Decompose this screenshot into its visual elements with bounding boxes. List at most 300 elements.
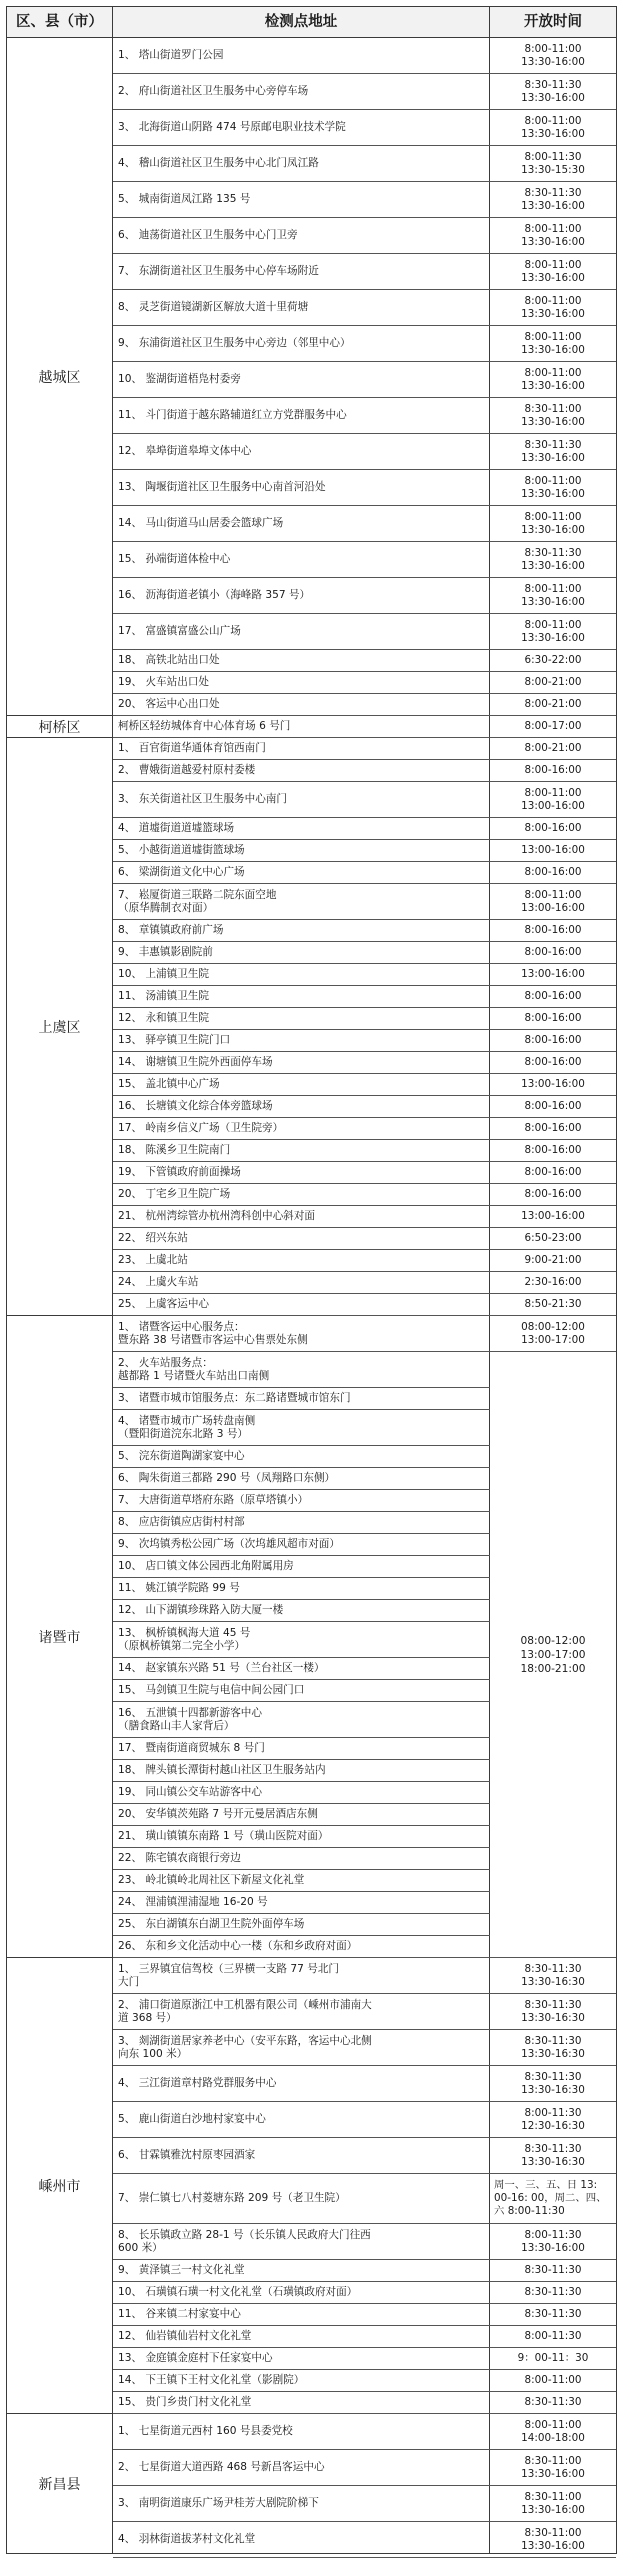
site-location (113, 738, 489, 759)
site-hours (490, 470, 616, 505)
table-row (113, 782, 616, 818)
table-row (113, 672, 616, 694)
site-location-line: 16、 沥海街道老镇小（海峰路 357 号） (118, 589, 311, 601)
site-location-line: （原枫桥镇第二完全小学） (118, 1639, 246, 1652)
table-row (113, 74, 616, 110)
site-location (113, 2304, 489, 2325)
site-location-line: 8、 灵芝街道镜湖新区解放大道十里荷塘 (118, 301, 309, 313)
site-hours-line: 8:00-16:00 (524, 1012, 582, 1024)
table-row (113, 760, 616, 782)
site-location-line: 1、 百官街道华通体育馆西南门 (118, 742, 266, 754)
site-hours (490, 362, 616, 397)
site-location-line: 15、 马剑镇卫生院与电信中间公园门口 (118, 1684, 305, 1696)
site-location (113, 2414, 489, 2449)
site-location-line: 17、 暨南街道商贸城东 8 号门 (118, 1742, 265, 1754)
site-hours (490, 2030, 616, 2065)
site-location (113, 1826, 489, 1847)
site-hours-line: 14:00-18:00 (521, 2431, 585, 2444)
site-location-line: 21、 杭州湾综管办杭州湾科创中心斜对面 (118, 1210, 315, 1222)
site-location-line: 7、 东湖街道社区卫生服务中心停车场附近 (118, 265, 319, 277)
site-location-line: （暨阳街道浣东北路 3 号） (118, 1427, 249, 1440)
site-location-line: 大门 (118, 1975, 140, 1988)
site-location (113, 1468, 489, 1489)
site-location-line: 柯桥区轻纺城体育中心体育场 6 号门 (118, 720, 291, 732)
table-row (113, 506, 616, 542)
table-row (113, 2450, 616, 2486)
site-location-line: 24、 上虞火车站 (118, 1276, 199, 1288)
site-hours-line: 13:00-16:00 (521, 968, 585, 980)
site-location (113, 1118, 489, 1139)
site-location (113, 254, 489, 289)
table-row (113, 362, 616, 398)
site-hours (490, 434, 616, 469)
site-location-line: 4、 稽山街道社区卫生服务中心北门凤江路 (118, 157, 319, 169)
site-location-line: 5、 鹿山街道白沙地村家宴中心 (118, 2113, 266, 2125)
site-hours (490, 782, 616, 817)
site-hours-line: 8:00-21:00 (524, 742, 582, 754)
site-hours-line: 8:00-16:00 (524, 990, 582, 1002)
site-location-line: 越都路 1 号诸暨火车站出口南侧 (118, 1369, 270, 1382)
site-hours-line: 8:30-11:30 (524, 546, 582, 559)
site-hours-line: 8:00-11:00 (524, 330, 582, 343)
site-location-line: 14、 马山街道马山居委会篮球广场 (118, 517, 284, 529)
site-location-line: 3、 东关街道社区卫生服务中心南门 (118, 793, 288, 805)
site-hours-line: 13:30-16:00 (521, 595, 585, 608)
site-hours-line: 13:30-16:30 (521, 2155, 585, 2168)
site-location-line: 3、 诸暨市城市馆服务点：东二路诸暨城市馆东门 (118, 1392, 351, 1404)
site-hours-line: 13:30-16:00 (521, 307, 585, 320)
site-hours-line: 8:30-11:00 (524, 402, 582, 415)
site-location (113, 1556, 489, 1577)
site-hours-line: 8:00-16:00 (524, 1122, 582, 1134)
site-hours-line: 8:30-11:00 (524, 2454, 582, 2467)
table-row (113, 818, 616, 840)
table-row (113, 2066, 616, 2102)
site-hours-line: 13:30-16:00 (521, 379, 585, 392)
site-hours-line: 13:30-16:00 (521, 199, 585, 212)
table-row (113, 1008, 616, 1030)
site-location-line: 5、 浣东街道陶湖家宴中心 (118, 1450, 245, 1462)
site-hours-line: 8:00-16:00 (524, 924, 582, 936)
site-location (113, 362, 489, 397)
site-hours (490, 964, 616, 985)
site-hours-line: 8:00-11:00 (524, 42, 582, 55)
site-location-line: 12、 永和镇卫生院 (118, 1012, 210, 1024)
site-hours (490, 1294, 616, 1315)
site-hours-line: 8:00-16:00 (524, 1056, 582, 1068)
site-location-line: 10、 鉴湖街道梧凫村委旁 (118, 373, 241, 385)
site-hours-line: 8:00-16:00 (524, 1144, 582, 1156)
table-row (113, 326, 616, 362)
site-hours (490, 2326, 616, 2347)
site-hours (490, 542, 616, 577)
site-location (113, 672, 489, 693)
site-location-line: 11、 谷来镇二村家宴中心 (118, 2308, 241, 2320)
site-location-line: 12、 仙岩镇仙岩村文化礼堂 (118, 2330, 252, 2342)
site-location (113, 1804, 489, 1825)
site-hours (490, 2260, 616, 2281)
site-hours (490, 506, 616, 541)
table-row (113, 738, 616, 760)
site-hours (490, 1316, 616, 1351)
table-row (113, 1206, 616, 1228)
table-row (113, 470, 616, 506)
site-location (113, 614, 489, 649)
district-column-header: 区、县（市） (16, 14, 103, 30)
site-location (113, 1250, 489, 1271)
table-row (113, 2260, 616, 2282)
site-location-line: 6、 陶朱街道三都路 290 号（凤翔路口东侧） (118, 1472, 336, 1484)
site-location-line: 1、 塔山街道罗门公园 (118, 49, 224, 61)
site-hours-line: 13:00-16:00 (521, 844, 585, 856)
site-location-line: 5、 小越街道道墟街篮球场 (118, 844, 245, 856)
site-location (113, 1680, 489, 1701)
site-location (113, 290, 489, 325)
table-row (113, 2174, 616, 2224)
site-location (113, 434, 489, 469)
site-location-line: 10、 石璜镇石璜一村文化礼堂（石璜镇政府对面） (118, 2286, 358, 2298)
site-hours-line: 00-16: 00，周二、四、 (494, 2192, 607, 2204)
site-hours-line: 8:50-21:30 (524, 1298, 582, 1310)
site-location (113, 1446, 489, 1467)
site-hours-line: 8:00-11:00 (524, 2418, 582, 2431)
site-hours-line: 8:30-11:30 (524, 2308, 582, 2320)
site-hours-line: 8:00-11:00 (524, 510, 582, 523)
site-location-line: 14、 谢塘镇卫生院外西面停车场 (118, 1056, 273, 1068)
site-hours (490, 884, 616, 919)
table-row (113, 290, 616, 326)
site-location-line: 4、 羽林街道拔茅村文化礼堂 (118, 2533, 256, 2545)
table-row (113, 1030, 616, 1052)
site-hours (490, 2486, 616, 2521)
site-hours-line: 13:30-16:00 (521, 91, 585, 104)
site-location-line: 19、 火车站出口处 (118, 676, 210, 688)
site-hours-line: 8:00-11:00 (524, 888, 582, 901)
site-hours (490, 1958, 616, 1993)
table-row (113, 2326, 616, 2348)
site-hours-line: 13:00-16:00 (521, 1078, 585, 1090)
table-row (113, 964, 616, 986)
site-hours (490, 1008, 616, 1029)
table-row (113, 1958, 616, 1994)
table-row (113, 650, 616, 672)
table-row (113, 884, 616, 920)
site-location (113, 694, 489, 715)
site-hours-line: 13:00-17:00 (521, 1333, 585, 1346)
table-row (113, 434, 616, 470)
table-row (113, 1162, 616, 1184)
site-hours (490, 2414, 616, 2449)
location-column-header: 检测点地址 (264, 14, 338, 30)
site-hours-line: 8:30-11:00 (524, 2490, 582, 2503)
site-hours-line: 8:00-11:00 (524, 786, 582, 799)
table-row (113, 2486, 616, 2522)
site-hours-line: 8:00-21:00 (524, 676, 582, 688)
site-location (113, 1030, 489, 1051)
site-hours (490, 182, 616, 217)
site-location (113, 38, 489, 73)
site-location (113, 1994, 489, 2029)
site-hours-line: 13:30-16:00 (521, 559, 585, 572)
site-hours-line: 8:00-16:00 (524, 866, 582, 878)
site-location-line: 6、 梁湖街道文化中心广场 (118, 866, 245, 878)
site-location-line: 18、 高铁北站出口处 (118, 654, 220, 666)
site-hours-line: 8:00-11:00 (524, 474, 582, 487)
site-hours-line: 8:30-11:30 (524, 1962, 582, 1975)
site-hours-line: 13:30-16:00 (521, 451, 585, 464)
site-hours-line: 13:30-15:30 (521, 163, 585, 176)
merged-hours-line: 08:00-12:00 (520, 1634, 586, 1647)
site-hours-line: 13:30-16:00 (521, 487, 585, 500)
site-hours-line: 13:30-16:00 (521, 127, 585, 140)
site-location-line: 13、 陶堰街道社区卫生服务中心南首河沿处 (118, 481, 326, 493)
site-location-line: 17、 富盛镇富盛公山广场 (118, 625, 241, 637)
table-row (113, 2138, 616, 2174)
site-hours (490, 840, 616, 861)
table-row (113, 716, 616, 738)
testing-sites-table (6, 6, 617, 2554)
merged-hours-cell (490, 1352, 616, 1957)
site-hours-line: 13:30-16:00 (521, 523, 585, 536)
site-location (113, 1914, 489, 1935)
table-row (113, 920, 616, 942)
site-location (113, 1892, 489, 1913)
table-row (113, 2392, 616, 2414)
site-hours-line: 8:00-16:00 (524, 822, 582, 834)
site-hours (490, 1052, 616, 1073)
site-location-line: 14、 赵家镇东兴路 51 号（兰台社区一楼） (118, 1662, 325, 1674)
site-location-line: 2、 府山街道社区卫生服务中心旁停车场 (118, 85, 309, 97)
table-row (113, 110, 616, 146)
site-hours (490, 2102, 616, 2137)
site-hours (490, 254, 616, 289)
site-location-line: 暨东路 38 号诸暨市客运中心售票处东侧 (118, 1333, 308, 1346)
site-location-line: 5、 城南街道凤江路 135 号 (118, 193, 251, 205)
site-hours (490, 2392, 616, 2413)
site-location (113, 2224, 489, 2259)
site-location-line: 2、 浦口街道原浙江中工机器有限公司（嵊州市浦南大 (118, 1998, 372, 2011)
site-hours-line: 8:30-11:30 (524, 1998, 582, 2011)
site-location-line: 11、 姚江镇学院路 99 号 (118, 1582, 240, 1594)
table-row (113, 614, 616, 650)
site-hours (490, 1250, 616, 1271)
site-hours (490, 2224, 616, 2259)
site-location-line: 9、 东浦街道社区卫生服务中心旁边（邻里中心） (118, 337, 351, 349)
site-location-line: 14、 下王镇下王村文化礼堂（影剧院） (118, 2374, 305, 2386)
site-hours-line: 8:30-11:30 (524, 2070, 582, 2083)
site-location-line: 2、 七星街道大道西路 468 号新昌客运中心 (118, 2461, 325, 2473)
table-row (113, 1096, 616, 1118)
site-hours (490, 920, 616, 941)
table-row (113, 218, 616, 254)
site-location-line: 15、 孙端街道体检中心 (118, 553, 231, 565)
site-location-line: 6、 甘霖镇雅沈村原枣园酒家 (118, 2149, 256, 2161)
site-hours (490, 1162, 616, 1183)
site-location-line: 11、 斗门街道于越东路辅道红立方党群服务中心 (118, 409, 347, 421)
site-location (113, 1870, 489, 1891)
site-location (113, 1140, 489, 1161)
site-hours-line: 13:30-16:00 (521, 2241, 585, 2254)
site-hours (490, 1272, 616, 1293)
site-location-line: 1、 三界镇宜信驾校（三界横一支路 77 号北门 (118, 1962, 340, 1975)
site-location (113, 2522, 489, 2557)
site-location (113, 2486, 489, 2521)
site-location (113, 942, 489, 963)
site-hours (490, 2138, 616, 2173)
site-location (113, 1760, 489, 1781)
site-location (113, 146, 489, 181)
site-location-line: 20、 安华镇茨苑路 7 号开元曼居酒店东侧 (118, 1808, 318, 1820)
site-hours-line: 8:30-11:30 (524, 186, 582, 199)
site-location-line: 21、 璜山镇镇东南路 1 号（璜山医院对面） (118, 1830, 329, 1842)
site-location (113, 1958, 489, 1993)
site-hours (490, 2450, 616, 2485)
site-location (113, 506, 489, 541)
site-hours (490, 146, 616, 181)
site-location-line: 11、 汤浦镇卫生院 (118, 990, 210, 1002)
site-hours (490, 1074, 616, 1095)
table-row (113, 542, 616, 578)
district-cell: 嵊州市 (7, 1958, 112, 2414)
site-hours-line: 6:50-23:00 (524, 1232, 582, 1244)
site-location-line: 20、 客运中心出口处 (118, 698, 220, 710)
site-hours-line: 13:30-16:00 (521, 271, 585, 284)
site-location (113, 2066, 489, 2101)
table-row (113, 2370, 616, 2392)
table-row (113, 694, 616, 716)
site-location (113, 1848, 489, 1869)
site-hours-line: 13:30-16:00 (521, 55, 585, 68)
site-location (113, 1936, 489, 1957)
site-location-line: 19、 下管镇政府前面操场 (118, 1166, 241, 1178)
site-hours (490, 2282, 616, 2303)
site-location (113, 650, 489, 671)
site-hours-line: 13:30-16:00 (521, 235, 585, 248)
site-hours (490, 2522, 616, 2557)
site-location (113, 1622, 489, 1657)
site-hours (490, 2348, 616, 2369)
site-location-line: 23、 上虞北站 (118, 1254, 188, 1266)
table-row (113, 2522, 616, 2558)
site-location (113, 716, 489, 737)
site-location-line: 25、 东白湖镇东白湖卫生院外面停车场 (118, 1918, 305, 1930)
site-hours (490, 818, 616, 839)
site-location-line: 8、 应店街镇应店街村村部 (118, 1516, 245, 1528)
table-row (113, 182, 616, 218)
site-hours (490, 2304, 616, 2325)
site-hours-line: 8:00-11:30 (524, 2106, 582, 2119)
table-row (113, 2414, 616, 2450)
site-location (113, 862, 489, 883)
site-hours-line: 8:00-21:00 (524, 698, 582, 710)
site-location-line: 10、 店口镇文体公园西北角附属用房 (118, 1560, 294, 1572)
site-location-line: 向东 100 米） (118, 2047, 188, 2060)
site-location-line: 18、 牌头镇长潭街村越山社区卫生服务站内 (118, 1764, 326, 1776)
site-location (113, 1352, 489, 1387)
table-row (113, 1074, 616, 1096)
site-location-line: 12、 皋埠街道皋埠文体中心 (118, 445, 252, 457)
site-location-line: 2、 曹娥街道越爱村原村委楼 (118, 764, 256, 776)
site-location (113, 1008, 489, 1029)
site-location (113, 2326, 489, 2347)
site-hours-line: 13:00-16:00 (521, 1210, 585, 1222)
site-location (113, 1490, 489, 1511)
site-hours-line: 13:30-16:00 (521, 2503, 585, 2516)
site-location (113, 398, 489, 433)
site-hours-line: 周一、三、五、日 13: (494, 2179, 598, 2191)
site-location-line: （膳食路山丰人家背后） (118, 1719, 235, 1732)
table-row (113, 1316, 616, 1352)
site-location-line: （原华腾制衣对面） (118, 901, 214, 914)
site-location (113, 1294, 489, 1315)
site-location (113, 1388, 489, 1409)
site-location (113, 1272, 489, 1293)
table-row (113, 1140, 616, 1162)
site-hours (490, 760, 616, 781)
site-hours-line: 8:00-11:30 (524, 2330, 582, 2342)
site-location (113, 2030, 489, 2065)
table-row (113, 38, 616, 74)
site-hours-line: 13:30-16:30 (521, 2083, 585, 2096)
table-row (113, 1184, 616, 1206)
site-location-line: 16、 长塘镇文化综合体旁篮球场 (118, 1100, 273, 1112)
site-hours (490, 74, 616, 109)
site-location (113, 1074, 489, 1095)
site-location (113, 760, 489, 781)
site-location-line: 18、 陈溪乡卫生院南门 (118, 1144, 231, 1156)
table-row (113, 1052, 616, 1074)
site-hours (490, 716, 616, 737)
site-hours (490, 738, 616, 759)
site-location (113, 2450, 489, 2485)
site-hours-line: 8:00-11:00 (524, 366, 582, 379)
site-location-line: 15、 盖北镇中心广场 (118, 1078, 220, 1090)
hours-column-header: 开放时间 (524, 14, 582, 30)
site-location-line: 19、 同山镇公交车站游客中心 (118, 1786, 262, 1798)
site-location-line: 9、 丰惠镇影剧院前 (118, 946, 213, 958)
site-location-line: 24、 浬浦镇浬浦湿地 16-20 号 (118, 1896, 268, 1908)
district-cell: 上虞区 (7, 738, 112, 1316)
site-hours-line: 13:30-16:30 (521, 2011, 585, 2024)
site-location (113, 1782, 489, 1803)
site-hours-line: 13:30-16:00 (521, 631, 585, 644)
site-location (113, 1534, 489, 1555)
site-location-line: 4、 道墟街道道墟篮球场 (118, 822, 235, 834)
site-hours-line: 8:00-11:30 (524, 2228, 582, 2241)
site-hours-line: 8:30-11:30 (524, 78, 582, 91)
table-row (113, 862, 616, 884)
site-hours-line: 13:30-16:00 (521, 2467, 585, 2480)
site-hours-line: 8:30-11:30 (524, 2286, 582, 2298)
site-hours-line: 13:30-16:00 (521, 2539, 585, 2552)
site-hours (490, 2066, 616, 2101)
site-location-line: 22、 陈宅镇农商银行旁边 (118, 1852, 241, 1864)
site-location (113, 1702, 489, 1737)
site-location-line: 7、 崇仁镇七八村菱塘东路 209 号（老卫生院） (118, 2192, 346, 2204)
table-row (113, 398, 616, 434)
district-cell: 柯桥区 (7, 716, 112, 738)
site-hours (490, 290, 616, 325)
site-location-line: 3、 南明街道康乐广场尹桂芳大剧院阶梯下 (118, 2497, 319, 2509)
site-location (113, 1096, 489, 1117)
site-location (113, 182, 489, 217)
site-hours-line: 13:30-16:00 (521, 415, 585, 428)
site-location-line: 17、 岭南乡信义广场（卫生院旁） (118, 1122, 284, 1134)
site-hours (490, 1184, 616, 1205)
site-hours-line: 8:00-17:00 (524, 720, 582, 732)
site-hours-line: 8:00-16:00 (524, 1034, 582, 1046)
site-hours-line: 8:30-11:30 (524, 2034, 582, 2047)
